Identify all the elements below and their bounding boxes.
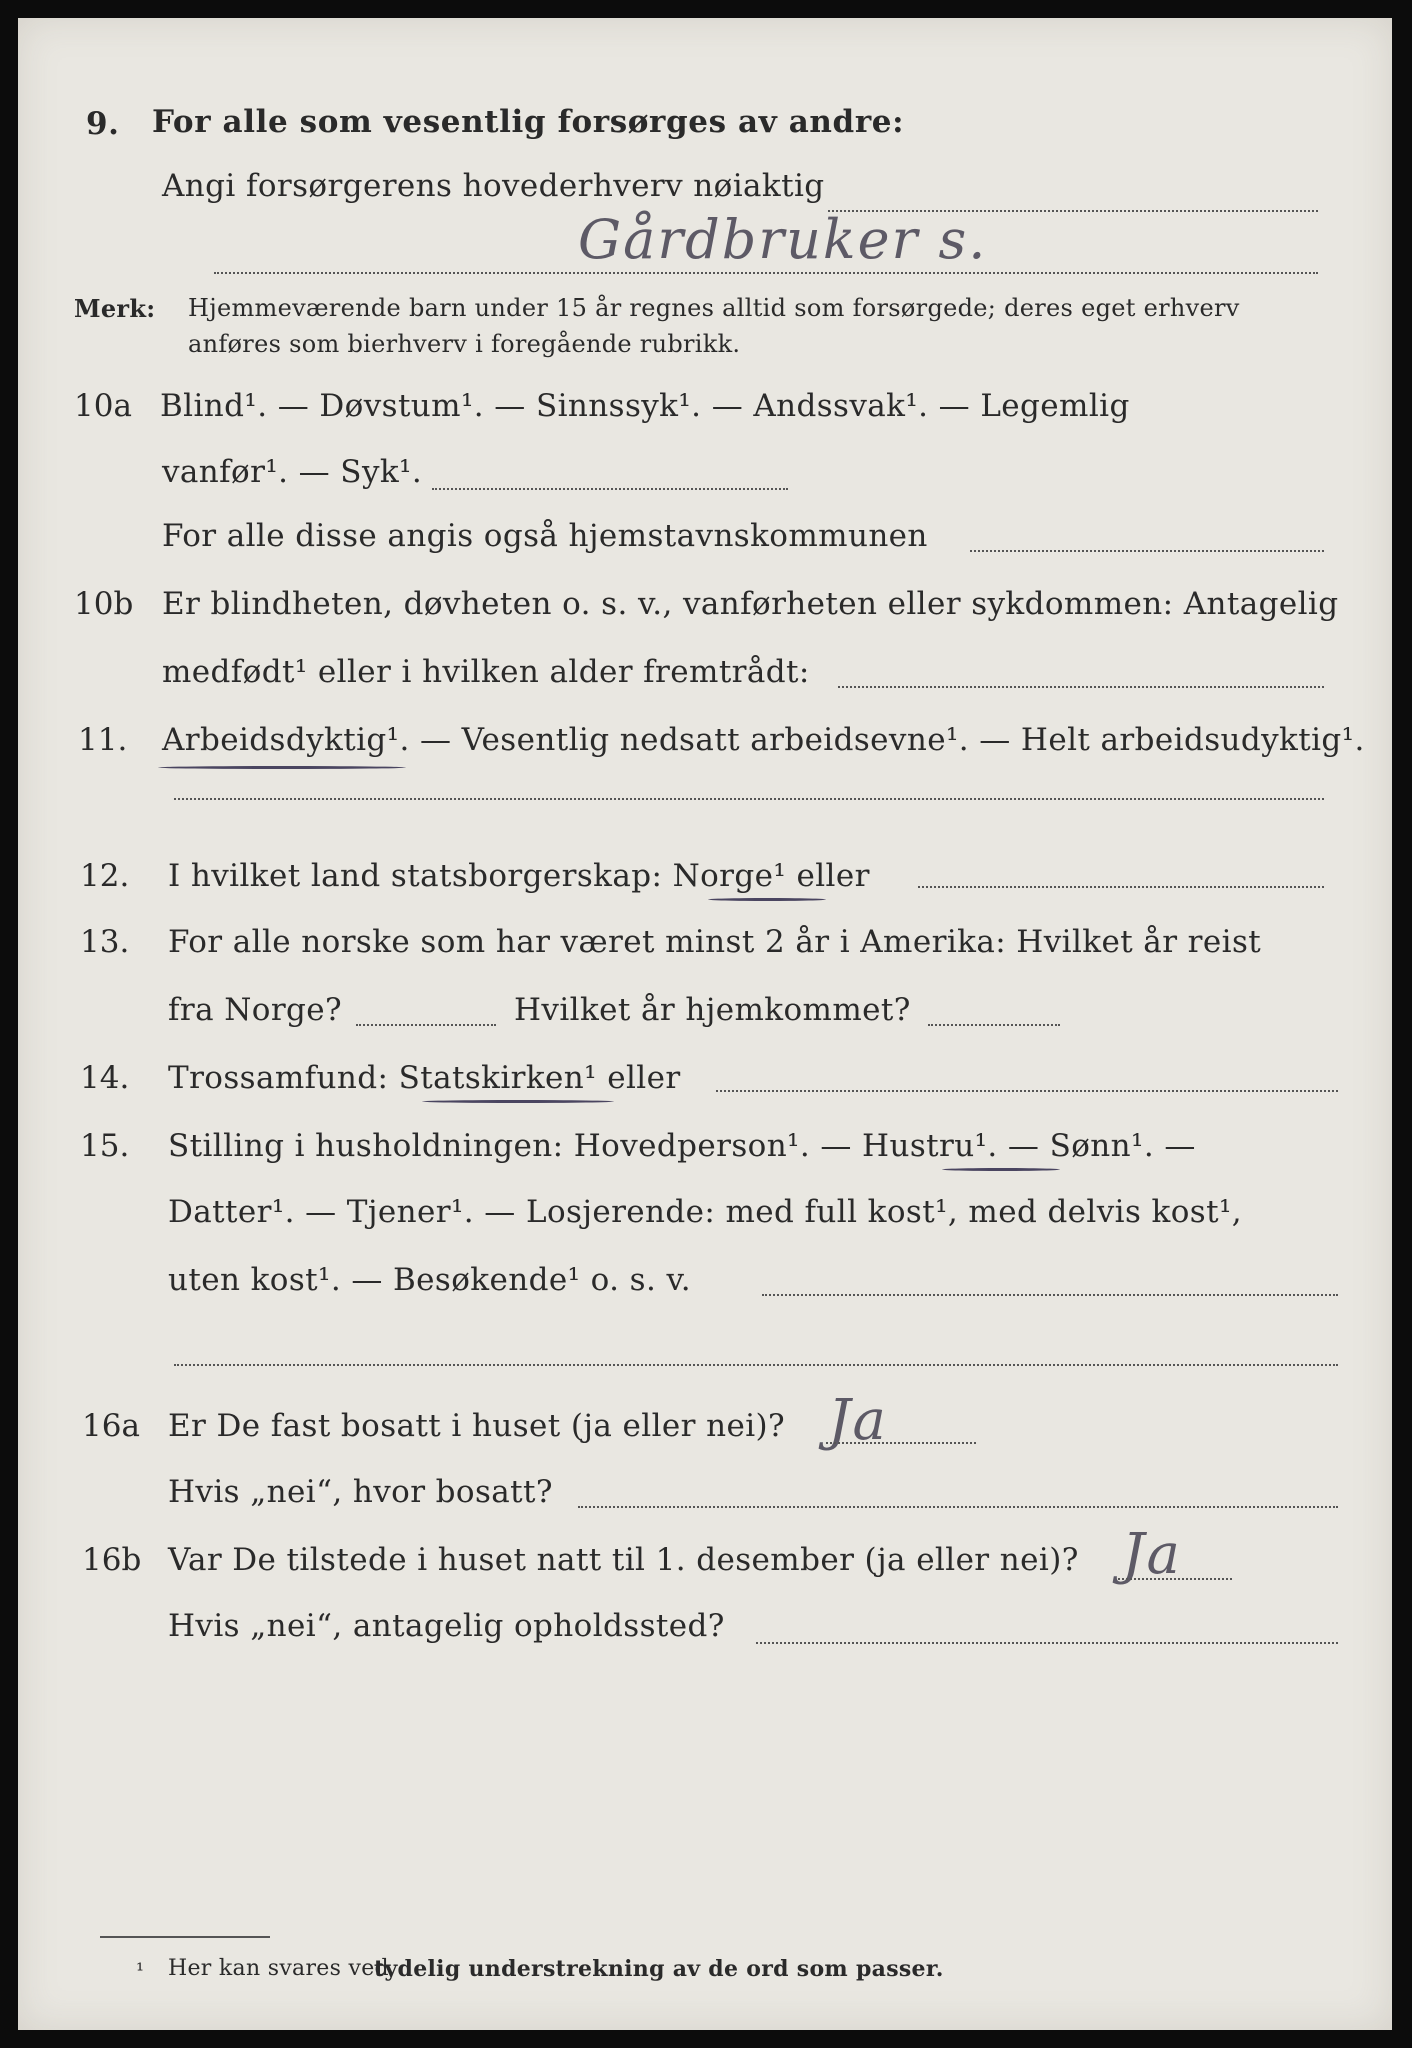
merk-label: Merk: <box>74 294 156 323</box>
item-16b-answer-line <box>1118 1578 1232 1580</box>
item-11-answer-line <box>174 798 1324 800</box>
footnote-text-plain: Her kan svares ved <box>168 1956 389 1981</box>
item-13-answer-line-1 <box>356 1024 496 1026</box>
item-16b-line1: Var De tilstede i huset natt til 1. desember (ja eller nei)? <box>168 1542 1079 1578</box>
item-14-answer-line <box>716 1090 1338 1092</box>
item-16b-line2: Hvis „nei“, antagelig opholdssted? <box>168 1608 725 1644</box>
form-sheet <box>18 18 1392 2030</box>
item-15-line3: uten kost¹. — Besøkende¹ o. s. v. <box>168 1262 691 1298</box>
item-12-number: 12. <box>80 858 130 894</box>
item-13-line1: For alle norske som har været minst 2 år i Amerika: Hvilket år reist <box>168 924 1262 960</box>
item-10b-answer-line <box>838 686 1324 688</box>
item-11-line1: Arbeidsdyktig¹. — Vesentlig nedsatt arbeidsevne¹. — Helt arbeidsudyktig¹. <box>162 722 1365 758</box>
item-14-selection-underline <box>422 1100 614 1103</box>
item-12-selection-underline <box>708 898 826 901</box>
item-16a-line1: Er De fast bosatt i huset (ja eller nei)? <box>168 1408 786 1444</box>
item-15-line1: Stilling i husholdningen: Hovedperson¹. — Hustru¹. — Sønn¹. — <box>168 1128 1196 1164</box>
item-9-heading: For alle som vesentlig forsørges av andre: <box>152 104 905 140</box>
item-10a-line1: Blind¹. — Døvstum¹. — Sinnssyk¹. — Andssvak¹. — Legemlig <box>160 388 1130 424</box>
item-9-answer-line-2 <box>214 272 1318 274</box>
item-15-number: 15. <box>80 1128 130 1164</box>
item-16a-line2: Hvis „nei“, hvor bosatt? <box>168 1474 553 1510</box>
item-13-line2b: Hvilket år hjemkommet? <box>514 992 911 1028</box>
item-10a-line2: vanfør¹. — Syk¹. <box>162 454 423 490</box>
item-10a-answer-line <box>432 488 788 490</box>
merk-text-1: Hjemmeværende barn under 15 år regnes alltid som forsørgede; deres eget erhverv <box>188 294 1240 322</box>
footnote-text-bold: tydelig understrekning av de ord som passer. <box>374 1956 944 1982</box>
item-16b-number: 16b <box>82 1542 142 1578</box>
item-16b-answer-line-2 <box>756 1642 1338 1644</box>
item-15-answer-line-2 <box>174 1364 1338 1366</box>
item-11-number: 11. <box>78 722 128 758</box>
item-10a-line3: For alle disse angis også hjemstavnskommunen <box>162 518 928 554</box>
item-16a-answer-line-2 <box>578 1506 1338 1508</box>
item-10a-answer-line-2 <box>970 550 1324 552</box>
item-15-answer-line <box>762 1294 1338 1296</box>
item-16a-number: 16a <box>82 1408 140 1444</box>
item-13-answer-line-2 <box>928 1024 1060 1026</box>
item-15-selection-underline <box>942 1168 1060 1171</box>
item-9-number: 9. <box>86 106 120 142</box>
item-10b-line1: Er blindheten, døvheten o. s. v., vanførheten eller sykdommen: Antagelig <box>162 586 1339 622</box>
item-14-line1: Trossamfund: Statskirken¹ eller <box>168 1060 681 1096</box>
item-11-selection-underline <box>158 766 406 769</box>
footnote-rule <box>100 1936 270 1938</box>
item-10b-number: 10b <box>74 586 134 622</box>
item-10a-number: 10a <box>74 388 132 424</box>
item-14-number: 14. <box>80 1060 130 1096</box>
footnote-marker: ¹ <box>136 1958 145 1982</box>
item-9-prompt: Angi forsørgerens hovederhverv nøiaktig <box>162 168 825 204</box>
item-12-answer-line <box>918 886 1324 888</box>
item-9-handwritten-answer: Gårdbruker s. <box>578 208 988 271</box>
item-10b-line2: medfødt¹ eller i hvilken alder fremtrådt: <box>162 654 810 690</box>
item-13-line2a: fra Norge? <box>168 992 343 1028</box>
item-12-line1: I hvilket land statsborgerskap: Norge¹ eller <box>168 858 870 894</box>
item-16b-handwritten-answer: Ja <box>1122 1522 1182 1587</box>
item-16a-handwritten-answer: Ja <box>828 1388 888 1453</box>
merk-text-2: anføres som bierhverv i foregående rubrikk. <box>188 330 741 358</box>
item-16a-answer-line <box>826 1442 976 1444</box>
item-15-line2: Datter¹. — Tjener¹. — Losjerende: med full kost¹, med delvis kost¹, <box>168 1194 1243 1230</box>
item-13-number: 13. <box>80 924 130 960</box>
